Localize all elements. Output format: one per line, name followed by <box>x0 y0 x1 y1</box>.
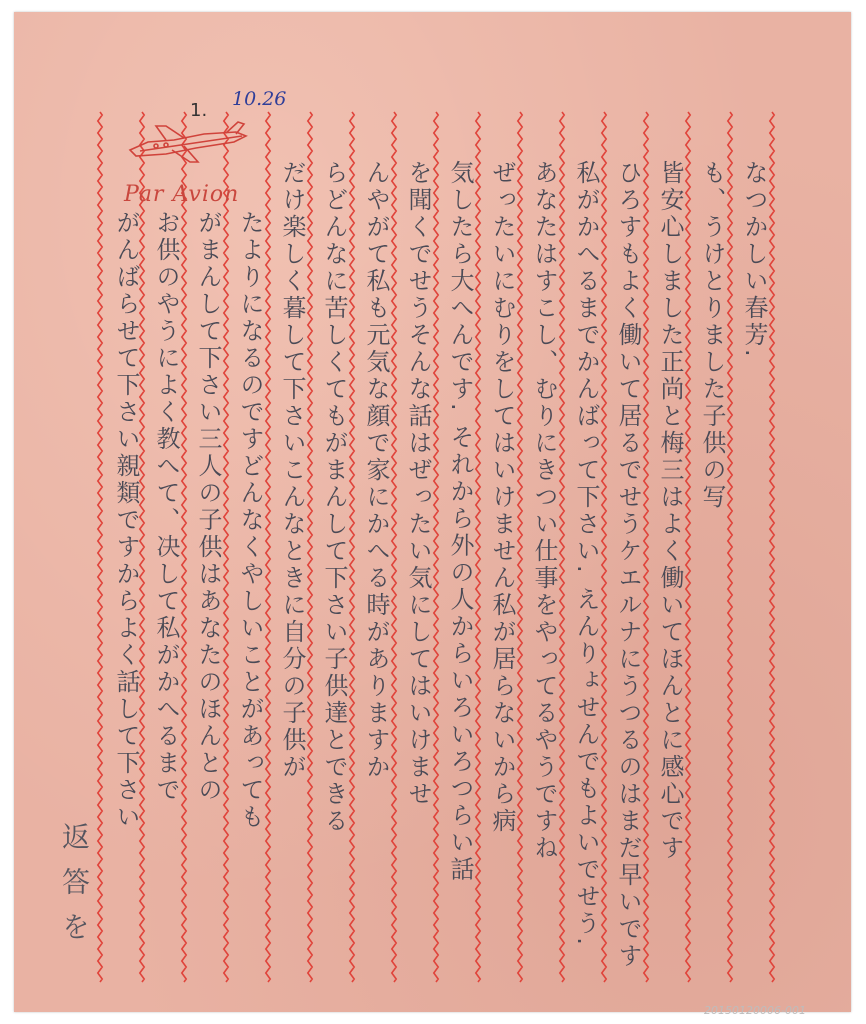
letter-line: んやがて私も元気な顔で家にかへる時がありますか <box>362 160 390 781</box>
letter-line: なつかしい春芳. <box>740 160 768 360</box>
letter-line: がまんして下さい三人の子供はあなたのほんとの <box>194 210 222 804</box>
airplane-logo-icon <box>126 120 250 168</box>
letter-line: も、うけとりました子供の写 <box>698 160 726 511</box>
letter-line: 皆安心しました正尚と梅三はよく働いてほんとに感心です <box>656 160 684 862</box>
letter-line: がんばらせて下さい親類ですからよく話して下さい <box>112 210 140 831</box>
page-marker: 1. <box>190 100 208 121</box>
ruling-line <box>98 112 102 982</box>
letter-line: あなたはすこし、むりにきつい仕事をやってるやうですね <box>530 160 558 862</box>
letter-line: らどんなに苦しくてもがまんして下さい子供達とできる <box>320 160 348 835</box>
letter-line: 気したら大へんです. それから外の人からいろいろつらい話 <box>446 160 474 884</box>
letter-line: 私がかへるまでかんばって下さい. えんりょせんでもよいでせう. <box>572 160 600 948</box>
letter-line: だけ楽しく暮して下さいこんなときに自分の子供が <box>278 160 306 781</box>
closing-note: 返 答 を <box>58 822 91 944</box>
letter-line: ひろすもよく働いて居るでせうケエルナにうつるのはまだ早いです <box>614 160 642 970</box>
letter-line: お供のやうによく教へて、决して私がかへるまで <box>152 210 180 804</box>
letter-line: ぜったいにむりをしてはいけません私が居らないから病 <box>488 160 516 835</box>
letter-sheet <box>14 12 851 1017</box>
letter-line: たよりになるのですどんなくやしいことがあっても <box>236 210 264 831</box>
par-avion-label: Par Avion <box>124 182 240 207</box>
date-note: 10.26 <box>232 88 287 110</box>
letter-line: を聞くでせうそんな話はぜったい気にしてはいけませ <box>404 160 432 808</box>
archive-number: 20150120006-001 <box>704 1004 806 1017</box>
